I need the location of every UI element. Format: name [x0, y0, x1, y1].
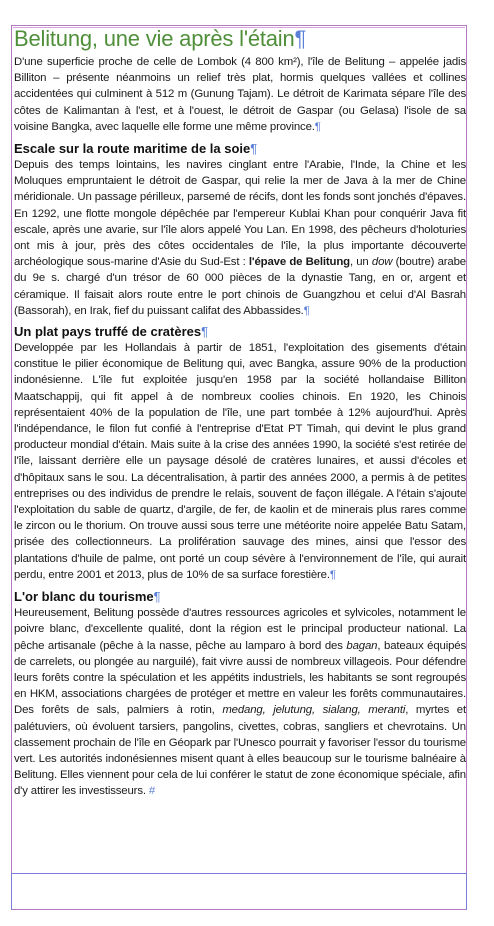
article-title: Belitung, une vie après l'étain¶	[14, 26, 307, 51]
paragraph-escale: Depuis des temps lointains, les navires cinglant entre l'Arabie, l'Inde, la Chine et les Moluques empruntaient le détroit de Gaspar, qui relie la mer de Java à la mer de Chine méridionale. Un passage périlleux, parsemé de récifs, dont les fonds sont jonchés d'épaves. En 1292, une flotte mongole dépêchée par l'empereur Kublai Khan pour conquérir Java fit escale, après une avarie, sur l'île alors appelé You Lan. En 1998, des pêcheurs d'holoturies ont mis à jour, près des côtes occidentales de l'île, la plus importante découverte archéologique sous-marine d'Asie du Sud-Est : l'épave de Belitung, un dow (boutre) arabe du 9e s. chargé d'un trésor de 60 000 pièces de la dynastie Tang, en or, argent et céramique. Il faisait alors route entre le port chinois de Guangzhou et celui d'Al Basrah (Bassorah), en Irak, fief du puissant califat des Abbassides.¶	[14, 159, 466, 317]
intro-paragraph: D'une superficie proche de celle de Lombok (4 800 km²), l'île de Belitung – appelée jadis Billiton – présente néanmoins un relief très plat, hormis quelques vallées et collines accidentées qui culminent à 512 m (Gunung Tajam). Le détroit de Karimata sépare l'île des côtes de Kalimantan à l'est, et à l'ouest, le détroit de Gaspar (ou Gelasa) l'isole de sa voisine Bangka, avec laquelle elle forme une même province.¶	[14, 56, 466, 133]
pilcrow-mark: ¶	[329, 568, 336, 581]
section-heading-plat-pays: Un plat pays truffé de cratères¶	[14, 324, 209, 340]
text-frame-overflow	[11, 873, 467, 910]
paragraph-plat-pays: Developpée par les Hollandais à partir de 1851, l'exploitation des gisements d'étain constitue le pilier économique de Belitung qui, avec Bangka, assure 90% de la production indonésienne. L'île fut exploitée jusqu'en 1958 par la société hollandaise Billiton Maatschappij, qui fit appel à de nombreux coolies chinois. En 1920, les Chinois représentaient 40% de la population de l'île, une part tombée à 12% aujourd'hui. Après l'indépendance, le filon fut confié à l'entreprise d'Etat PT Timah, qui devint le plus grand producteur mondial d'étain. Mais suite à la crise des années 1990, la société s'est retirée de l'île, laissant derrière elle un paysage désolé de cratères lunaires, et aussi d'écoles et d'hôpitaux sans le sou. La décentralisation, à partir des années 2000, a permis à de petites entreprises ou des individus de prendre le relais, souvent de façon illégale. A l'étain s'ajoute l'exploitation du sable de quartz, d'argile, de fer, de kaolin et de minerais plus rares comme le zircon ou le thorium. On trouve aussi sous terre une météorite noire appelée Batu Satam, prisée des collectionneurs. La prolifération sauvage des mines, ainsi que l'essor des plantations d'huile de palme, ont porté un coup sévère à l'environnement de l'île, qui aurait perdu, entre 2001 et 2013, plus de 10% de sa surface forestière.¶	[14, 342, 466, 581]
italic-dow: dow	[371, 256, 393, 269]
pilcrow-mark: ¶	[303, 304, 310, 317]
italic-tree-names: medang, jelutung, sialang, meranti	[222, 704, 406, 717]
pilcrow-mark: ¶	[153, 589, 161, 605]
section-heading-escale: Escale sur la route maritime de la soie¶	[14, 141, 258, 157]
article	[14, 25, 466, 800]
italic-bagan: bagan	[346, 639, 378, 652]
highlight-epave: l'épave de Belitung	[248, 256, 350, 269]
pilcrow-mark: ¶	[201, 324, 209, 340]
paragraph-or-blanc: Heureusement, Belitung possède d'autres ressources agricoles et sylvicoles, notamment le poivre blanc, d'excellente qualité, dont la région est le principal producteur national. La pêche artisanale (pêche à la nasse, pêche au lamparo à bord des bagan, bateaux équipés de carrelets, ou plongée au narguilé), fait vivre aussi de nombreux villageois. Pour défendre leurs forêts contre la spéculation et les appétits industriels, les habitants se sont regroupés en HKM, associations chargées de protéger et mettre en valeur les forêts communautaires. Des forêts de sals, palmiers à rotin, medang, jelutung, sialang, meranti, myrtes et palétuviers, où évoluent tarsiers, pangolins, civettes, cobras, sangliers et chevrotains. Un classement prochain de l'île en Géopark par l'Unesco pourrait y favoriser l'essor du tourisme vert. Les autorités indonésiennes misent quant à elles beaucoup sur le tourisme balnéaire à Belitung. Elles viennent pour cela de lui conférer le statut de zone économique spéciale, afin d'y attirer les investisseurs. #	[14, 607, 466, 798]
pilcrow-mark: ¶	[294, 26, 307, 51]
pilcrow-mark: ¶	[314, 120, 321, 133]
pilcrow-mark: ¶	[250, 141, 258, 157]
end-of-story-mark: #	[148, 785, 156, 798]
section-heading-or-blanc: L'or blanc du tourisme¶	[14, 589, 161, 605]
